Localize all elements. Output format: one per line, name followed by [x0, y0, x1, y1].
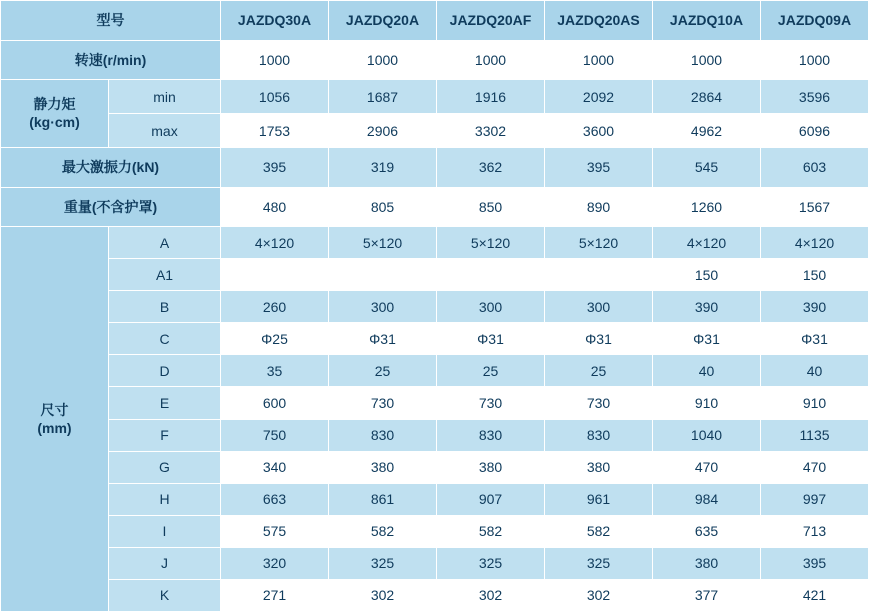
table-row — [1, 355, 869, 387]
cell-dim-D-3: 25 — [545, 355, 653, 387]
cell-moment-max-2: 3302 — [437, 114, 545, 148]
sublabel-dim-C: C — [109, 323, 221, 355]
cell-dim-D-5: 40 — [761, 355, 869, 387]
cell-moment-min-5: 3596 — [761, 80, 869, 114]
cell-dim-F-2: 830 — [437, 419, 545, 451]
cell-dim-I-3: 582 — [545, 515, 653, 547]
cell-dim-F-1: 830 — [329, 419, 437, 451]
cell-dim-D-4: 40 — [653, 355, 761, 387]
table-row — [1, 259, 869, 291]
cell-moment-max-0: 1753 — [221, 114, 329, 148]
table-row — [1, 579, 869, 611]
cell-dim-F-4: 1040 — [653, 419, 761, 451]
cell-force-5: 603 — [761, 148, 869, 188]
cell-dim-B-2: 300 — [437, 291, 545, 323]
cell-dim-B-0: 260 — [221, 291, 329, 323]
row-label-static-moment-line2: (kg·cm) — [29, 113, 80, 130]
cell-dim-F-3: 830 — [545, 419, 653, 451]
cell-dim-F-0: 750 — [221, 419, 329, 451]
row-label-max-force: 最大激振力(kN) — [1, 148, 221, 188]
table-row — [1, 483, 869, 515]
cell-dim-I-1: 582 — [329, 515, 437, 547]
sublabel-dim-B: B — [109, 291, 221, 323]
header-model-3: JAZDQ20AS — [545, 1, 653, 41]
cell-dim-H-5: 997 — [761, 483, 869, 515]
cell-dim-J-0: 320 — [221, 547, 329, 579]
row-label-static-moment — [1, 80, 109, 148]
cell-dim-I-4: 635 — [653, 515, 761, 547]
cell-dim-G-0: 340 — [221, 451, 329, 483]
row-label-weight: 重量(不含护罩) — [1, 187, 221, 227]
table-row — [1, 515, 869, 547]
sublabel-dim-K: K — [109, 579, 221, 611]
cell-dim-K-3: 302 — [545, 579, 653, 611]
cell-moment-max-3: 3600 — [545, 114, 653, 148]
cell-dim-E-4: 910 — [653, 387, 761, 419]
cell-speed-3: 1000 — [545, 40, 653, 80]
header-model-4: JAZDQ10A — [653, 1, 761, 41]
cell-dim-B-1: 300 — [329, 291, 437, 323]
cell-dim-A-3: 5×120 — [545, 227, 653, 259]
row-label-dimensions — [1, 227, 109, 612]
table-row — [1, 387, 869, 419]
cell-moment-min-2: 1916 — [437, 80, 545, 114]
table-row — [1, 291, 869, 323]
cell-dim-I-5: 713 — [761, 515, 869, 547]
cell-dim-H-1: 861 — [329, 483, 437, 515]
cell-dim-G-1: 380 — [329, 451, 437, 483]
cell-weight-1: 805 — [329, 187, 437, 227]
sublabel-dim-H: H — [109, 483, 221, 515]
cell-dim-A1-2 — [437, 259, 545, 291]
sublabel-dim-E: E — [109, 387, 221, 419]
cell-speed-4: 1000 — [653, 40, 761, 80]
cell-dim-E-5: 910 — [761, 387, 869, 419]
header-model-label: 型号 — [1, 1, 221, 41]
cell-dim-E-3: 730 — [545, 387, 653, 419]
cell-dim-E-2: 730 — [437, 387, 545, 419]
cell-weight-0: 480 — [221, 187, 329, 227]
cell-weight-4: 1260 — [653, 187, 761, 227]
cell-dim-G-5: 470 — [761, 451, 869, 483]
sublabel-dim-A: A — [109, 227, 221, 259]
cell-force-4: 545 — [653, 148, 761, 188]
cell-force-0: 395 — [221, 148, 329, 188]
cell-dim-A1-1 — [329, 259, 437, 291]
cell-dim-A1-0 — [221, 259, 329, 291]
cell-dim-I-2: 582 — [437, 515, 545, 547]
cell-dim-J-3: 325 — [545, 547, 653, 579]
cell-dim-K-4: 377 — [653, 579, 761, 611]
cell-weight-3: 890 — [545, 187, 653, 227]
cell-dim-G-4: 470 — [653, 451, 761, 483]
row-label-dimensions-line2: (mm) — [37, 420, 72, 437]
row-label-speed: 转速(r/min) — [1, 40, 221, 80]
cell-dim-K-5: 421 — [761, 579, 869, 611]
cell-dim-G-3: 380 — [545, 451, 653, 483]
cell-dim-C-4: Φ31 — [653, 323, 761, 355]
table-row — [1, 419, 869, 451]
cell-moment-min-3: 2092 — [545, 80, 653, 114]
cell-moment-min-4: 2864 — [653, 80, 761, 114]
cell-dim-G-2: 380 — [437, 451, 545, 483]
row-label-dimensions-line1: 尺寸 — [40, 401, 69, 418]
cell-dim-A-1: 5×120 — [329, 227, 437, 259]
cell-weight-5: 1567 — [761, 187, 869, 227]
cell-dim-B-4: 390 — [653, 291, 761, 323]
cell-dim-C-3: Φ31 — [545, 323, 653, 355]
sublabel-dim-D: D — [109, 355, 221, 387]
cell-dim-A1-4: 150 — [653, 259, 761, 291]
cell-dim-D-2: 25 — [437, 355, 545, 387]
cell-dim-J-4: 380 — [653, 547, 761, 579]
cell-moment-min-1: 1687 — [329, 80, 437, 114]
sublabel-dim-J: J — [109, 547, 221, 579]
table-row — [1, 323, 869, 355]
header-model-1: JAZDQ20A — [329, 1, 437, 41]
sublabel-dim-F: F — [109, 419, 221, 451]
cell-dim-E-1: 730 — [329, 387, 437, 419]
cell-dim-A1-5: 150 — [761, 259, 869, 291]
cell-dim-B-5: 390 — [761, 291, 869, 323]
table-row — [1, 80, 869, 114]
cell-dim-A-2: 5×120 — [437, 227, 545, 259]
cell-dim-A-5: 4×120 — [761, 227, 869, 259]
table-row — [1, 148, 869, 188]
cell-dim-B-3: 300 — [545, 291, 653, 323]
sublabel-min: min — [109, 80, 221, 114]
cell-speed-1: 1000 — [329, 40, 437, 80]
cell-force-2: 362 — [437, 148, 545, 188]
cell-dim-K-0: 271 — [221, 579, 329, 611]
cell-dim-C-2: Φ31 — [437, 323, 545, 355]
cell-moment-max-1: 2906 — [329, 114, 437, 148]
cell-dim-K-2: 302 — [437, 579, 545, 611]
table-row — [1, 40, 869, 80]
cell-moment-min-0: 1056 — [221, 80, 329, 114]
sublabel-dim-G: G — [109, 451, 221, 483]
cell-dim-C-5: Φ31 — [761, 323, 869, 355]
cell-dim-J-5: 395 — [761, 547, 869, 579]
cell-dim-A-0: 4×120 — [221, 227, 329, 259]
cell-dim-C-0: Φ25 — [221, 323, 329, 355]
cell-speed-5: 1000 — [761, 40, 869, 80]
sublabel-max: max — [109, 114, 221, 148]
cell-dim-H-4: 984 — [653, 483, 761, 515]
cell-dim-D-1: 25 — [329, 355, 437, 387]
cell-force-3: 395 — [545, 148, 653, 188]
table-row — [1, 187, 869, 227]
cell-dim-C-1: Φ31 — [329, 323, 437, 355]
cell-moment-max-5: 6096 — [761, 114, 869, 148]
cell-speed-2: 1000 — [437, 40, 545, 80]
header-model-0: JAZDQ30A — [221, 1, 329, 41]
cell-dim-K-1: 302 — [329, 579, 437, 611]
sublabel-dim-I: I — [109, 515, 221, 547]
sublabel-dim-A1: A1 — [109, 259, 221, 291]
header-model-2: JAZDQ20AF — [437, 1, 545, 41]
cell-dim-A-4: 4×120 — [653, 227, 761, 259]
cell-dim-E-0: 600 — [221, 387, 329, 419]
cell-dim-D-0: 35 — [221, 355, 329, 387]
table-row — [1, 547, 869, 579]
cell-dim-F-5: 1135 — [761, 419, 869, 451]
cell-speed-0: 1000 — [221, 40, 329, 80]
row-label-static-moment-line1: 静力矩 — [33, 96, 76, 113]
header-model-5: JAZDQ09A — [761, 1, 869, 41]
table-row — [1, 114, 869, 148]
cell-dim-J-2: 325 — [437, 547, 545, 579]
cell-dim-I-0: 575 — [221, 515, 329, 547]
cell-weight-2: 850 — [437, 187, 545, 227]
cell-moment-max-4: 4962 — [653, 114, 761, 148]
cell-dim-H-0: 663 — [221, 483, 329, 515]
cell-dim-H-3: 961 — [545, 483, 653, 515]
cell-dim-A1-3 — [545, 259, 653, 291]
cell-dim-H-2: 907 — [437, 483, 545, 515]
table-header-row — [1, 1, 869, 41]
cell-dim-J-1: 325 — [329, 547, 437, 579]
table-row — [1, 227, 869, 259]
table-row — [1, 451, 869, 483]
cell-force-1: 319 — [329, 148, 437, 188]
